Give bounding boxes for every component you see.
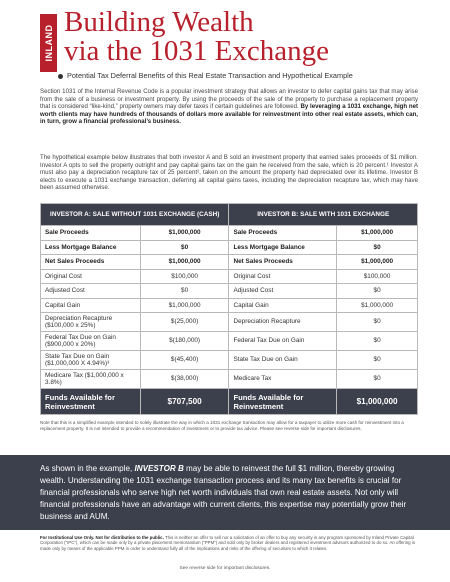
row-value-b: $1,000,000 — [337, 226, 418, 241]
row-label-a: Depreciation Recapture ($100,000 x 25%) — [41, 313, 141, 332]
row-label-b: Federal Tax Due on Gain — [229, 332, 337, 351]
investor-b-highlight: INVESTOR B — [134, 464, 184, 473]
footer-text: This is neither an offer to sell nor a solicitation of an offer to buy any security in any program sponsored by Inland Private Capital Corporation (“IPC”), which can be made only by a private placement memorandum (“PPM”) and sold only by broker dealers and registered investment advisors authorized to do so. An offering is made only by means of the applicable PPM in order to understand fully all of the implications and risks of the offering of securities to which it relates. — [40, 535, 416, 551]
footer-bold-text: For Institutional Use Only. Not for distribution to the public. — [40, 535, 164, 540]
funds-available-row — [41, 389, 418, 415]
row-label-a: Medicare Tax ($1,000,000 x 3.8%) — [41, 370, 141, 389]
row-value-a: $1,000,000 — [140, 298, 229, 313]
row-value-b: $0 — [337, 313, 418, 332]
comparison-table — [40, 203, 418, 415]
row-value-b: $0 — [337, 284, 418, 299]
table-row — [41, 255, 418, 270]
row-label-b: Medicare Tax — [229, 370, 337, 389]
row-value-a: $(180,000) — [140, 332, 229, 351]
row-label-a: Net Sales Proceeds — [41, 255, 141, 270]
investor-a-header: INVESTOR A: SALE WITHOUT 1031 EXCHANGE (CASH) — [41, 204, 229, 226]
intro-paragraph — [40, 88, 418, 126]
row-value-a: $0 — [140, 284, 229, 299]
table-row — [41, 226, 418, 241]
page-title — [64, 8, 329, 66]
table-row — [41, 351, 418, 370]
row-label-b: Sale Proceeds — [229, 226, 337, 241]
table-row — [41, 313, 418, 332]
bullet-icon — [58, 74, 63, 79]
table-row — [41, 332, 418, 351]
row-value-b: $1,000,000 — [337, 298, 418, 313]
row-label-b: Original Cost — [229, 269, 337, 284]
funds-label-a: Funds Available for Reinvestment — [41, 389, 141, 415]
table-row — [41, 269, 418, 284]
logo-text: INLAND — [43, 24, 54, 62]
investor-b-header: INVESTOR B: SALE WITH 1031 EXCHANGE — [229, 204, 418, 226]
summary-post-text: may be able to reinvest the full $1 million, thereby growing wealth. Understanding the 1031 exchange transaction process and its many tax benefits is crucial for financial professionals who serve high net worth individuals that own real estate assets. Not only will financial professionals have an advantage with current clients, this expertise may potentially grow their business and AUM. — [40, 464, 407, 521]
row-value-a: $1,000,000 — [140, 226, 229, 241]
row-value-b: $1,000,000 — [337, 255, 418, 270]
intro-text: Section 1031 of the Internal Revenue Code is a popular investment strategy that allows an investor to defer capital gains tax that may arise from the sale of a business or investment property. By using the proceeds of the sale of the property to purchase a replacement property that is considered “like-kind,” property owners may defer taxes if certain guidelines are followed. — [40, 88, 418, 111]
row-label-b: Depreciation Recapture — [229, 313, 337, 332]
row-label-b: Net Sales Proceeds — [229, 255, 337, 270]
row-label-a: State Tax Due on Gain ($1,000,000 X 4.94%)³ — [41, 351, 141, 370]
row-label-a: Capital Gain — [41, 298, 141, 313]
row-value-b: $0 — [337, 332, 418, 351]
table-row — [41, 240, 418, 255]
subtitle-text: Potential Tax Deferral Benefits of this Real Estate Transaction and Hypothetical Example — [67, 71, 353, 80]
table-row — [41, 284, 418, 299]
row-value-a: $100,000 — [140, 269, 229, 284]
row-value-b: $0 — [337, 351, 418, 370]
row-label-b: Adjusted Cost — [229, 284, 337, 299]
example-paragraph: The hypothetical example below illustrates that both investor A and B sold an investment property that earned sales proceeds of $1 million. Investor A opts to sell the property outright and pay capital gains tax on the gain he received from the sale, which is 20 percent.¹ Investor A must also pay a depreciation recapture tax of 25 percent², taken on the amount the property had depreciated over its lifetime. Investor B elects to execute a 1031 exchange transaction, deferring all capital gains taxes, including the depreciation recapture tax, which may have been assumed otherwise. — [40, 154, 418, 192]
summary-band — [0, 455, 450, 530]
summary-pre-text: As shown in the example, — [40, 464, 135, 473]
funds-label-b: Funds Available for Reinvestment — [229, 389, 337, 415]
row-value-b: $0 — [337, 240, 418, 255]
footer-disclaimer — [40, 535, 418, 551]
row-label-a: Original Cost — [41, 269, 141, 284]
brand-logo — [40, 14, 57, 72]
reverse-side-note: See reverse side for important disclosures. — [179, 566, 271, 571]
intro-bold-text: By leveraging a 1031 exchange, high net worth clients may have hundreds of thousands of dollars more available for reinvestment into other real estate assets, which can, in turn, grow a financial professional’s business. — [40, 103, 418, 126]
table-note: Note that this is a simplified example intended to solely illustrate the way in which a 1031 exchange transaction may allow for a taxpayer to utilize more cash for reinvestment into a replacement property. It is not intended to provide a recommendation of investment or to provide tax advice. Please see reverse side for important disclosures. — [40, 420, 404, 431]
row-value-a: $(38,000) — [140, 370, 229, 389]
table-row — [41, 370, 418, 389]
row-value-a: $(25,000) — [140, 313, 229, 332]
row-label-a: Sale Proceeds — [41, 226, 141, 241]
row-label-a: Adjusted Cost — [41, 284, 141, 299]
summary-paragraph — [40, 463, 418, 523]
title-line-1: Building Wealth — [64, 6, 254, 38]
row-label-b: State Tax Due on Gain — [229, 351, 337, 370]
table-row — [41, 298, 418, 313]
funds-value-b: $1,000,000 — [337, 389, 418, 415]
table-header-row — [41, 204, 418, 226]
row-value-b: $100,000 — [337, 269, 418, 284]
row-value-a: $(45,400) — [140, 351, 229, 370]
page-subtitle — [58, 71, 353, 80]
row-label-a: Federal Tax Due on Gain ($900,000 x 20%) — [41, 332, 141, 351]
row-value-b: $0 — [337, 370, 418, 389]
row-label-b: Capital Gain — [229, 298, 337, 313]
title-line-2: via the 1031 Exchange — [64, 35, 329, 67]
row-value-a: $0 — [140, 240, 229, 255]
funds-value-a: $707,500 — [140, 389, 229, 415]
row-label-a: Less Mortgage Balance — [41, 240, 141, 255]
row-value-a: $1,000,000 — [140, 255, 229, 270]
row-label-b: Less Mortgage Balance — [229, 240, 337, 255]
